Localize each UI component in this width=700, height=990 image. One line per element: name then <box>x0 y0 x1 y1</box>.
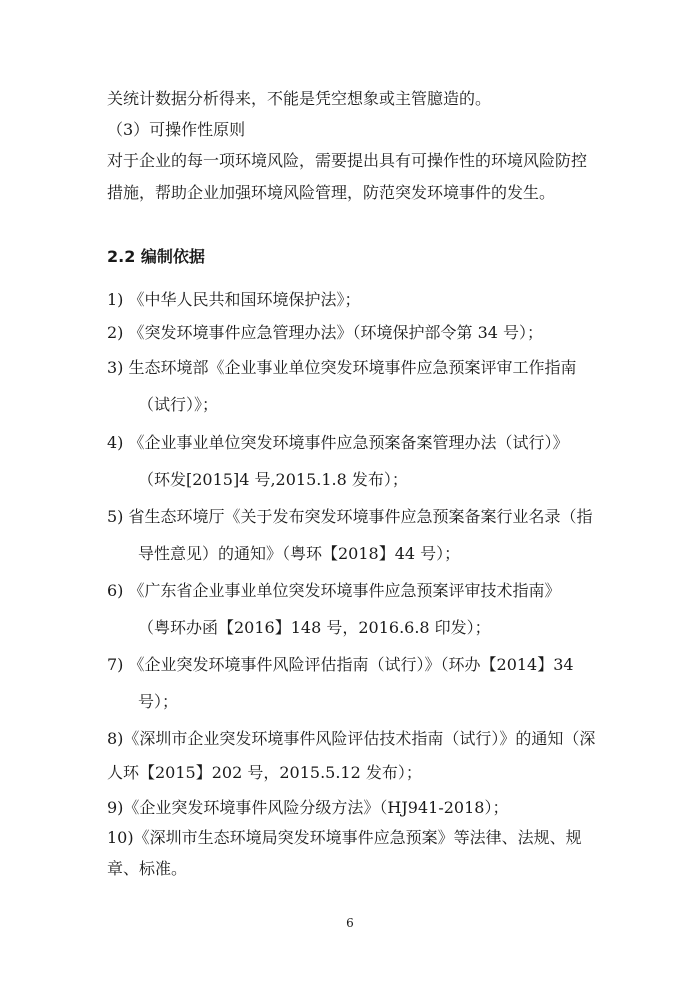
basis-item-10-continued: 章、标准。 <box>107 859 188 878</box>
basis-item-8-continued: 人环【2015】202 号，2015.5.12 发布）； <box>107 763 422 782</box>
principle-text-line: 措施，帮助企业加强环境风险管理，防范突发环境事件的发生。 <box>107 183 556 202</box>
basis-item-7: 7) 《企业突发环境事件风险评估指南（试行）》（环办【2014】34 <box>107 655 574 674</box>
basis-item-3: 3) 生态环境部《企业事业单位突发环境事件应急预案评审工作指南 <box>107 358 577 377</box>
basis-item-3-continued: （试行）》； <box>138 395 219 414</box>
basis-item-5: 5) 省生态环境厅《关于发布突发环境事件应急预案备案行业名录（指 <box>107 507 593 526</box>
intro-text-line: 关统计数据分析得来，不能是凭空想象或主管臆造的。 <box>107 89 492 108</box>
basis-item-4: 4) 《企业事业单位突发环境事件应急预案备案管理办法（试行）》 <box>107 433 569 452</box>
basis-item-6: 6) 《广东省企业事业单位突发环境事件应急预案评审技术指南》 <box>107 581 561 600</box>
basis-item-8: 8)《深圳市企业突发环境事件风险评估技术指南（试行）》的通知（深 <box>107 729 596 748</box>
basis-item-6-continued: （粤环办函【2016】148 号，2016.6.8 印发）； <box>138 618 491 637</box>
basis-item-5-continued: 导性意见）的通知》（粤环【2018】44 号）； <box>138 544 461 563</box>
basis-item-10: 10)《深圳市生态环境局突发环境事件应急预案》等法律、法规、规 <box>107 828 582 847</box>
basis-item-7-continued: 号）； <box>138 692 179 711</box>
section-heading: 2.2 编制依据 <box>107 247 205 266</box>
principle-heading: （3）可操作性原则 <box>107 120 246 139</box>
basis-item-4-continued: （环发[2015]4 号,2015.1.8 发布）； <box>138 470 408 489</box>
basis-item-1: 1) 《中华人民共和国环境保护法》； <box>107 290 361 309</box>
basis-item-9: 9)《企业突发环境事件风险分级方法》（HJ941-2018）； <box>107 798 509 817</box>
principle-text-line: 对于企业的每一项环境风险，需要提出具有可操作性的环境风险防控 <box>107 151 588 170</box>
page-number: 6 <box>346 916 354 930</box>
basis-item-2: 2) 《突发环境事件应急管理办法》（环境保护部令第 34 号）； <box>107 323 544 342</box>
